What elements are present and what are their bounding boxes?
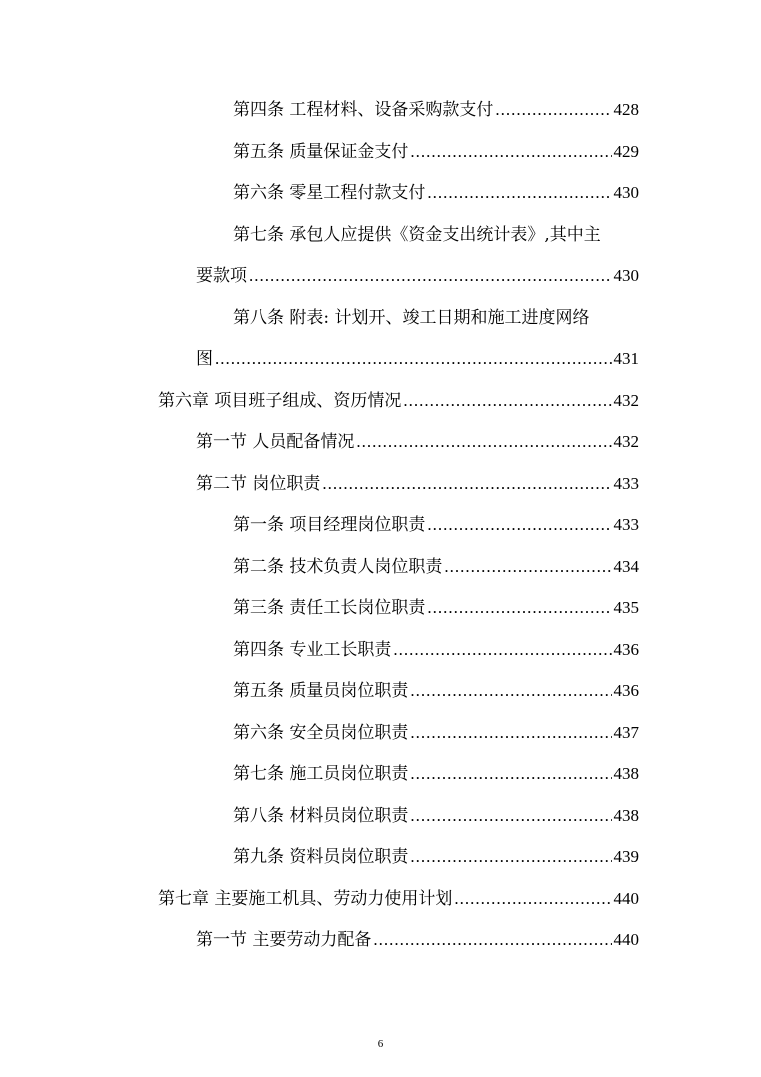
- toc-entry-chapter-7-section-1[interactable]: [196, 927, 639, 953]
- toc-entry-label: 第一节 人员配备情况: [196, 432, 355, 452]
- toc-entry-article-8[interactable]: [196, 346, 639, 372]
- dot-leader: [373, 927, 611, 953]
- dot-leader: [249, 263, 612, 289]
- toc-entry-page: 439: [613, 847, 639, 866]
- toc-entry-duty-article-7[interactable]: [233, 761, 639, 787]
- toc-entry-page: 433: [613, 474, 639, 493]
- toc-entry-label: 第六章 项目班子组成、资历情况: [158, 391, 402, 411]
- toc-entry-page: 436: [613, 640, 639, 659]
- toc-entry-article-7-line1[interactable]: 第七条 承包人应提供《资金支出统计表》,其中主: [233, 225, 601, 245]
- dot-leader: [322, 471, 611, 497]
- toc-entry-page: 438: [613, 764, 639, 783]
- toc-entry-duty-article-3[interactable]: [233, 595, 639, 621]
- toc-entry-duty-article-9[interactable]: [233, 844, 639, 870]
- toc-entry-label: 第九条 资料员岗位职责: [233, 847, 409, 867]
- dot-leader: [410, 844, 611, 870]
- dot-leader: [410, 678, 611, 704]
- dot-leader: [410, 803, 611, 829]
- toc-entry-page: 434: [613, 557, 639, 576]
- toc-entry-label: 第七章 主要施工机具、劳动力使用计划: [158, 889, 453, 909]
- dot-leader: [356, 429, 611, 455]
- toc-entry-duty-article-6[interactable]: [233, 720, 639, 746]
- toc-entry-page: 437: [613, 723, 639, 742]
- dot-leader: [410, 139, 611, 165]
- toc-entry-label: 图: [196, 349, 213, 369]
- toc-entry-page: 440: [613, 889, 639, 908]
- dot-leader: [215, 346, 612, 372]
- toc-entry-article-4[interactable]: [233, 97, 639, 123]
- toc-entry-duty-article-2[interactable]: [233, 554, 639, 580]
- toc-entry-duty-article-4[interactable]: [233, 637, 639, 663]
- dot-leader: [410, 720, 611, 746]
- toc-entry-page: 440: [613, 930, 639, 949]
- toc-entry-label: 要款项: [196, 266, 247, 286]
- dot-leader: [454, 886, 611, 912]
- dot-leader: [410, 761, 611, 787]
- toc-entry-label: 第四条 专业工长职责: [233, 640, 392, 660]
- toc-entry-page: 429: [613, 142, 639, 161]
- toc-entry-chapter-6-section-1[interactable]: [196, 429, 639, 455]
- toc-entry-page: 435: [613, 598, 639, 617]
- toc-entry-page: 438: [613, 806, 639, 825]
- toc-entry-page: 428: [613, 100, 639, 119]
- toc-entry-page: 433: [613, 515, 639, 534]
- toc-entry-label: 第三条 责任工长岗位职责: [233, 598, 426, 618]
- dot-leader: [495, 97, 611, 123]
- toc-entry-chapter-6[interactable]: [158, 388, 639, 414]
- toc-entry-page: 430: [613, 266, 639, 285]
- toc-entry-label: 第二条 技术负责人岗位职责: [233, 557, 443, 577]
- toc-entry-duty-article-1[interactable]: [233, 512, 639, 538]
- toc-entry-page: 432: [613, 432, 639, 451]
- toc-entry-page: 431: [613, 349, 639, 368]
- toc-entry-page: 436: [613, 681, 639, 700]
- toc-entry-label: 第六条 安全员岗位职责: [233, 723, 409, 743]
- toc-entry-label: 第八条 材料员岗位职责: [233, 806, 409, 826]
- dot-leader: [393, 637, 611, 663]
- toc-entry-label: 第五条 质量员岗位职责: [233, 681, 409, 701]
- toc-entry-duty-article-5[interactable]: [233, 678, 639, 704]
- toc-entry-chapter-6-section-2[interactable]: [196, 471, 639, 497]
- dot-leader: [403, 388, 611, 414]
- toc-entry-label: 第一条 项目经理岗位职责: [233, 515, 426, 535]
- toc-entry-label: 第六条 零星工程付款支付: [233, 183, 426, 203]
- toc-entry-label: 第一节 主要劳动力配备: [196, 930, 372, 950]
- page-number: 6: [377, 1038, 384, 1050]
- toc-entry-duty-article-8[interactable]: [233, 803, 639, 829]
- toc-entry-label: 第七条 施工员岗位职责: [233, 764, 409, 784]
- dot-leader: [444, 554, 611, 580]
- toc-entry-chapter-7[interactable]: [158, 886, 639, 912]
- toc-entry-page: 430: [613, 183, 639, 202]
- dot-leader: [427, 595, 611, 621]
- dot-leader: [427, 512, 611, 538]
- toc-entry-page: 432: [613, 391, 639, 410]
- toc-entry-article-8-line1[interactable]: 第八条 附表: 计划开、竣工日期和施工进度网络: [233, 308, 590, 328]
- toc-entry-label: 第四条 工程材料、设备采购款支付: [233, 100, 494, 120]
- toc-entry-article-6[interactable]: [233, 180, 639, 206]
- dot-leader: [427, 180, 611, 206]
- toc-entry-article-5[interactable]: [233, 139, 639, 165]
- toc-entry-label: 第二节 岗位职责: [196, 474, 321, 494]
- toc-entry-label: 第五条 质量保证金支付: [233, 142, 409, 162]
- toc-entry-article-7[interactable]: [196, 263, 639, 289]
